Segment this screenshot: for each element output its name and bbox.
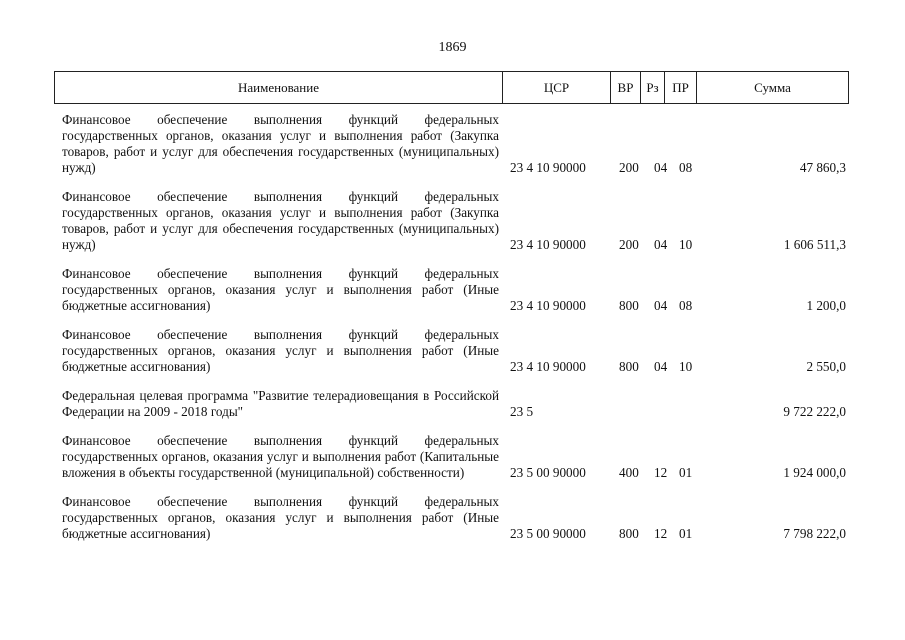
row-csr: 23 4 10 90000 (510, 160, 586, 175)
row-rz: 04 (654, 298, 668, 313)
row-vr: 200 (619, 237, 639, 252)
row-pr: 08 (679, 160, 693, 175)
row-name: Финансовое обеспечение выполнения функций федеральных государственных органов, оказания услуг и выполнения работ (Иные бюджетные ассигнования) (62, 494, 499, 541)
page-number: 1869 (438, 40, 467, 55)
row-csr: 23 5 00 90000 (510, 465, 586, 480)
row-csr: 23 5 00 90000 (510, 526, 586, 541)
row-csr: 23 4 10 90000 (510, 237, 586, 252)
header-pr: ПР (665, 72, 697, 103)
row-vr: 800 (619, 298, 639, 313)
row-rz: 04 (654, 160, 668, 175)
row-name: Финансовое обеспечение выполнения функций федеральных государственных органов, оказания услуг и выполнения работ (Капитальные вложения в объекты государственной (муниципальной) собственности) (62, 433, 499, 480)
row-sum: 1 200,0 (806, 298, 846, 313)
table-header (54, 71, 849, 104)
row-rz: 04 (654, 237, 668, 252)
header-csr: ЦСР (503, 72, 611, 103)
row-rz: 12 (654, 526, 668, 541)
row-pr: 01 (679, 465, 693, 480)
table-row (62, 388, 852, 420)
row-sum: 7 798 222,0 (783, 526, 846, 541)
row-vr: 800 (619, 359, 639, 374)
header-rz: Рз (641, 72, 665, 103)
row-pr: 10 (679, 237, 693, 252)
row-pr: 01 (679, 526, 693, 541)
table-row (62, 189, 852, 253)
row-pr: 10 (679, 359, 693, 374)
row-vr: 200 (619, 160, 639, 175)
header-name: Наименование (55, 72, 503, 103)
row-sum: 9 722 222,0 (783, 404, 846, 419)
row-name: Финансовое обеспечение выполнения функций федеральных государственных органов, оказания услуг и выполнения работ (Закупка товаров, работ и услуг для обеспечения государственных (муниципальных) нужд) (62, 189, 499, 252)
row-vr: 400 (619, 465, 639, 480)
row-vr: 800 (619, 526, 639, 541)
row-name: Финансовое обеспечение выполнения функций федеральных государственных органов, оказания услуг и выполнения работ (Иные бюджетные ассигнования) (62, 327, 499, 374)
row-pr: 08 (679, 298, 693, 313)
row-csr: 23 5 (510, 404, 534, 419)
row-name: Федеральная целевая программа "Развитие телерадиовещания в Российской Федерации на 2009 - 2018 годы" (62, 388, 499, 419)
row-name: Финансовое обеспечение выполнения функций федеральных государственных органов, оказания услуг и выполнения работ (Закупка товаров, работ и услуг для обеспечения государственных (муниципальных) нужд) (62, 112, 499, 175)
row-sum: 2 550,0 (806, 359, 846, 374)
header-sum: Сумма (754, 79, 791, 95)
row-sum: 1 924 000,0 (783, 465, 846, 480)
row-rz: 04 (654, 359, 668, 374)
table-row (62, 327, 852, 375)
row-name: Финансовое обеспечение выполнения функций федеральных государственных органов, оказания услуг и выполнения работ (Иные бюджетные ассигнования) (62, 266, 499, 313)
table-row (62, 494, 852, 542)
row-csr: 23 4 10 90000 (510, 298, 586, 313)
table-body (62, 112, 852, 555)
header-vr: ВР (611, 72, 641, 103)
table-row (62, 112, 852, 176)
row-sum: 47 860,3 (799, 160, 846, 175)
table-row (62, 266, 852, 314)
table-row (62, 433, 852, 481)
row-rz: 12 (654, 465, 668, 480)
row-csr: 23 4 10 90000 (510, 359, 586, 374)
row-sum: 1 606 511,3 (783, 237, 846, 252)
